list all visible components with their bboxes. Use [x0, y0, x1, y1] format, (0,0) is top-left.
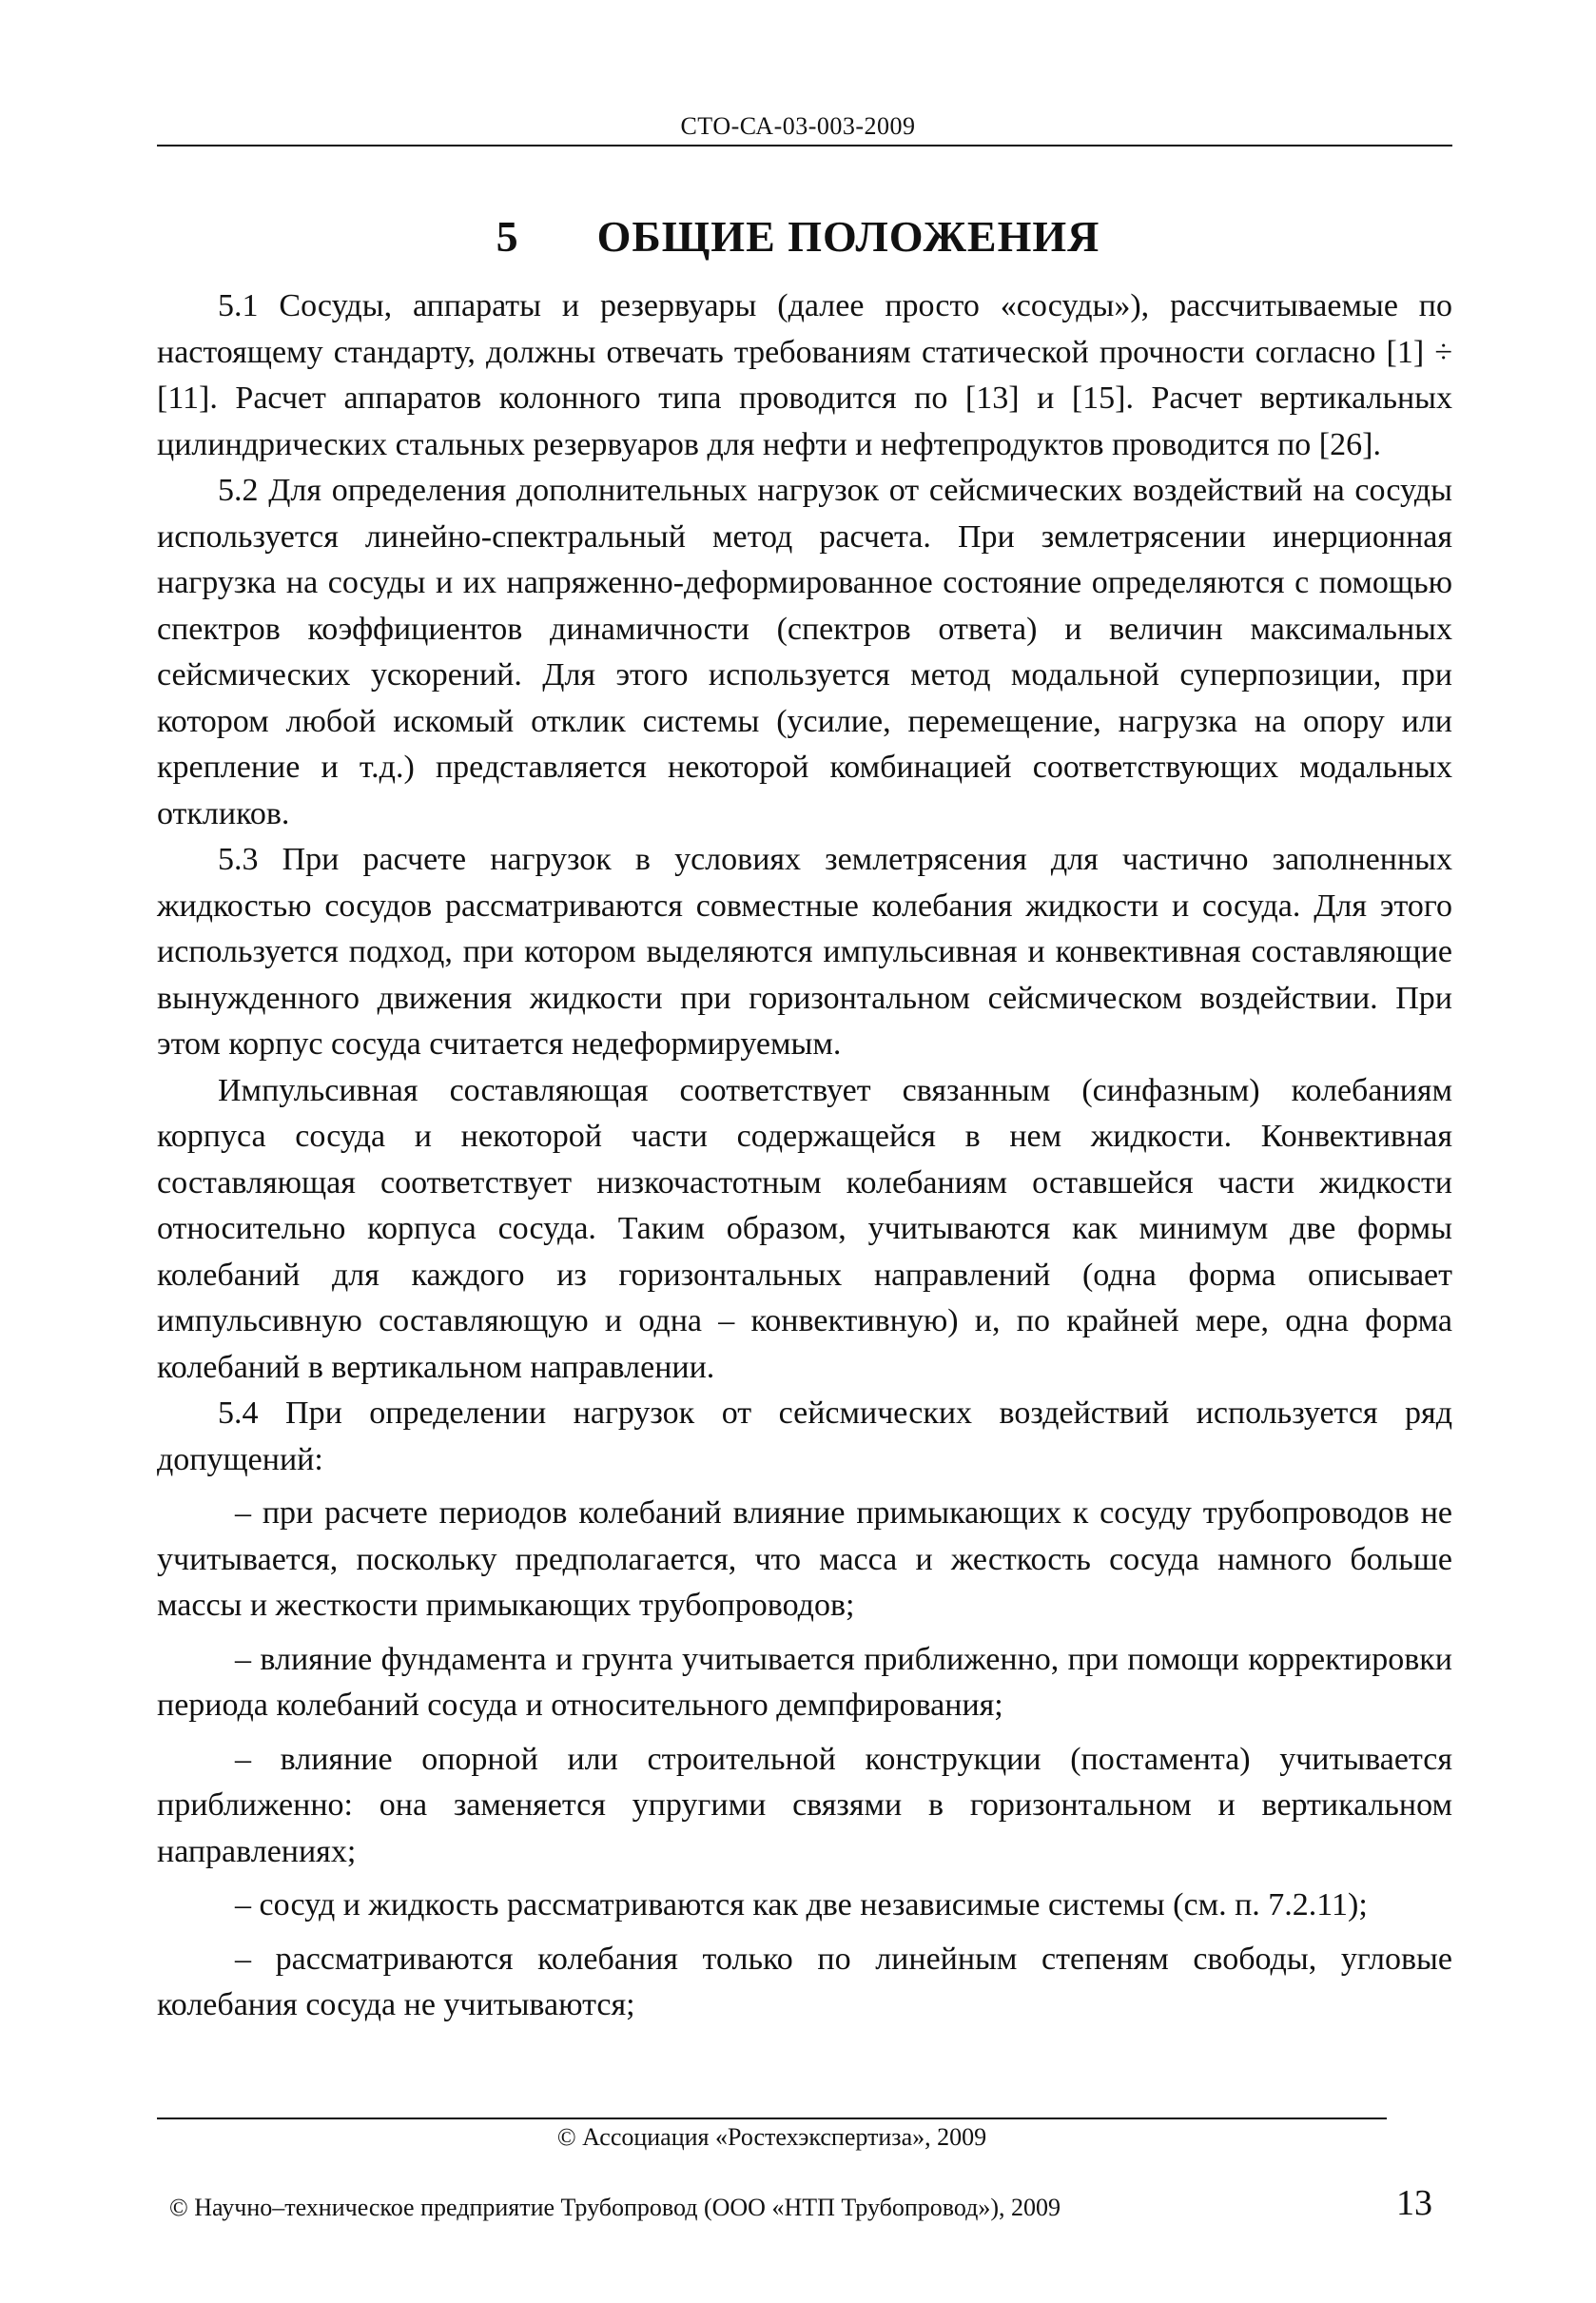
copyright-company: © Научно–техническое предприятие Трубопровод (ООО «НТП Трубопровод»), 2009	[169, 2194, 1061, 2221]
paragraph-5-3: 5.3 При расчете нагрузок в условиях землетрясения для частично заполненных жидкостью сосудов рассматриваются совместные колебания жидкости и сосуда. Для этого используется подход, при котором выделяются импульсивная и конвективная составляющие вынужденного движения жидкости при горизонтальном сейсмическом воздействии. При этом корпус сосуда считается недеформируемым.	[157, 842, 1452, 1062]
page-number: 13	[1396, 2183, 1432, 2223]
document-code: СТО-СА-03-003-2009	[680, 112, 916, 140]
section-number: 5	[496, 212, 519, 261]
paragraph-5-2: 5.2 Для определения дополнительных нагрузок от сейсмических воздействий на сосуды используется линейно-спектральный метод расчета. При землетрясении инерционная нагрузка на сосуды и их напряженно-деформированное состояние определяются с помощью спектров коэффициентов динамичности (спектров ответа) и величин максимальных сейсмических ускорений. Для этого используется метод модальной суперпозиции, при котором любой искомый отклик системы (усилие, перемещение, нагрузка на опору или крепление и т.д.) представляется некоторой комбинацией соответствующих модальных откликов.	[157, 473, 1452, 831]
paragraph-impulsive: Импульсивная составляющая соответствует связанным (синфазным) колебаниям корпуса сосуда и некоторой части содержащейся в нем жидкости. Конвективная составляющая соответствует низкочастотным колебаниям оставшейся части жидкости относительно корпуса сосуда. Таким образом, учитываются как минимум две формы колебаний для каждого из горизонтальных направлений (одна форма описывает импульсивную составляющую и одна – конвективную) и, по крайней мере, одна форма колебаний в вертикальном направлении.	[157, 1072, 1452, 1385]
section-body	[157, 283, 1452, 2029]
section-title: ОБЩИЕ ПОЛОЖЕНИЯ	[596, 212, 1100, 261]
footer-divider	[157, 2118, 1387, 2119]
list-item: – рассматриваются колебания только по линейным степеням свободы, угловые колебания сосуда не учитываются;	[157, 1941, 1452, 2022]
list-item: – влияние опорной или строительной конструкции (постамента) учитывается приближенно: она заменяется упругими связями в горизонтальном и вертикальном направлениях;	[157, 1741, 1452, 1869]
header-divider	[157, 145, 1452, 146]
paragraph-5-1: 5.1 Сосуды, аппараты и резервуары (далее просто «сосуды»), рассчитываемые по настоящему стандарту, должны отвечать требованиям статической прочности согласно [1] ÷ [11]. Расчет аппаратов колонного типа проводится по [13] и [15]. Расчет вертикальных цилиндрических стальных резервуаров для нефти и нефтепродуктов проводится по [26].	[157, 288, 1452, 462]
list-item: – влияние фундамента и грунта учитывается приближенно, при помощи корректировки периода колебаний сосуда и относительного демпфирования;	[157, 1641, 1452, 1723]
copyright-association: © Ассоциация «Ростехэкспертиза», 2009	[556, 2123, 987, 2151]
section-heading	[0, 211, 1596, 262]
paragraph-5-4: 5.4 При определении нагрузок от сейсмических воздействий используется ряд допущений:	[157, 1395, 1452, 1477]
list-item: – при расчете периодов колебаний влияние примыкающих к сосуду трубопроводов не учитывается, поскольку предполагается, что масса и жесткость сосуда намного больше массы и жесткости примыкающих трубопроводов;	[157, 1495, 1452, 1623]
list-item: – сосуд и жидкость рассматриваются как две независимые системы (см. п. 7.2.11);	[235, 1887, 1368, 1922]
